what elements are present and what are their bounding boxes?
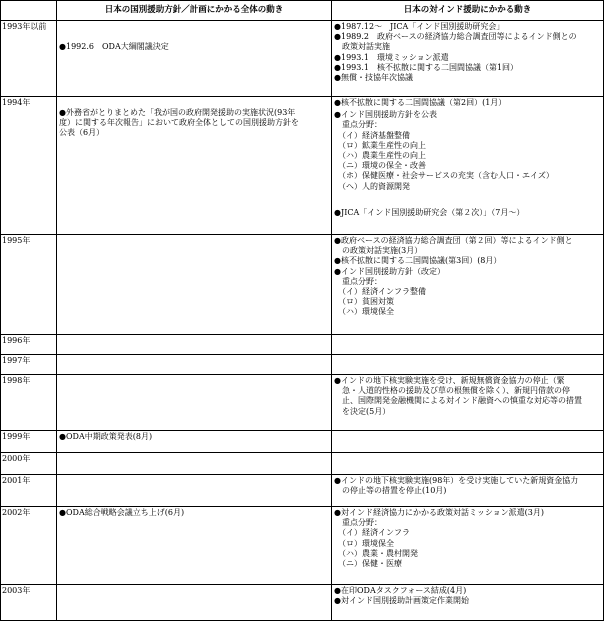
overall-line: ●ODA中期政策発表(8月) [59, 432, 153, 441]
india-line: （ホ）保健医療・社会サービスの充実（含む人口・エイズ） [334, 171, 554, 181]
year-cell: 1999年 [1, 431, 57, 453]
year-cell: 2002年 [1, 507, 57, 585]
india-cell [332, 21, 604, 97]
overall-cell [57, 375, 332, 431]
year-cell: 1993年以前 [1, 21, 57, 97]
india-line: ●無償・技協年次協議 [334, 73, 413, 83]
india-line: ●インド国別援助方針（改定） [334, 266, 445, 276]
india-cell [332, 453, 604, 475]
india-line: ●インド国別援助方針を公表 [334, 110, 437, 120]
india-cell [332, 507, 604, 585]
year-cell: 1998年 [1, 375, 57, 431]
overall-line: 公表（6月） [59, 128, 105, 138]
table-row [1, 507, 604, 585]
india-line: の政策対話実施(3月） [334, 246, 423, 256]
table-row [1, 475, 604, 507]
overall-cell [57, 431, 332, 453]
year-cell: 2003年 [1, 585, 57, 621]
table-row [1, 453, 604, 475]
india-cell [332, 235, 604, 335]
india-cell [332, 585, 604, 621]
overall-line: ●1992.6 ODA大綱閣議決定 [59, 42, 169, 51]
india-cell [332, 97, 604, 235]
india-line: ●インドの地下核実験実施を受け、新規無償資金協力の停止（緊 [334, 376, 565, 385]
header-year [1, 1, 57, 21]
india-line: ●1987.12～ JICA「インド国別援助研究会」 [334, 22, 505, 31]
india-line: （ヘ）人的資源開発 [334, 181, 410, 191]
india-line: ●1993.1 環境ミッション派遣 [334, 52, 449, 62]
india-line: ●在印ODAタスクフォース結成(4月) [334, 586, 467, 595]
india-line: （ロ）貧困対策 [334, 297, 394, 307]
india-cell [332, 475, 604, 507]
table-row [1, 335, 604, 355]
table-row [1, 431, 604, 453]
overall-cell [57, 97, 332, 235]
year-cell: 2000年 [1, 453, 57, 475]
india-line: 止、国際開発金融機関による対インド融資への慎重な対応等の措置 [334, 396, 582, 406]
overall-line: ●外務省がとりまとめた「我が国の政府開発援助の実施状況(93年 [59, 108, 296, 117]
year-cell: 1997年 [1, 355, 57, 375]
header-overall: 日本の国別援助方針／計画にかかる全体の動き [57, 1, 332, 21]
india-line: ●政府ベースの経済協力総合調査団（第２回）等によるインド側と [334, 236, 573, 245]
india-line: （イ）経済基盤整備 [334, 130, 410, 140]
overall-line: ●ODA総合戦略会議立ち上げ(6月) [59, 508, 185, 517]
table-row [1, 355, 604, 375]
india-line: ●核不拡散に関する二国間協議(第3回）(8月） [334, 256, 502, 266]
india-line: ●JICA「インド国別援助研究会（第２次）」（7月～） [334, 207, 525, 217]
india-line: （ハ）農業・農村開発 [334, 548, 418, 558]
table-row [1, 235, 604, 335]
india-line: （ロ）鉱業生産性の向上 [334, 140, 426, 150]
header-india: 日本の対インド援助にかかる動き [332, 1, 604, 21]
overall-cell [57, 235, 332, 335]
india-line: （ロ）環境保全 [334, 538, 394, 548]
year-cell: 1994年 [1, 97, 57, 235]
table-row [1, 375, 604, 431]
india-line: （イ）経済インフラ整備 [334, 287, 426, 297]
overall-cell [57, 585, 332, 621]
table-row [1, 585, 604, 621]
india-line: ●対インド経済協力にかかる政策対話ミッション派遣(3月) [334, 508, 544, 517]
overall-cell [57, 21, 332, 97]
table-row [1, 97, 604, 235]
year-cell: 2001年 [1, 475, 57, 507]
overall-cell [57, 453, 332, 475]
india-line: （ニ）保健・医療 [334, 559, 402, 569]
india-line: ●対インド国別援助計画策定作業開始 [334, 596, 469, 606]
overall-cell [57, 355, 332, 375]
overall-cell [57, 475, 332, 507]
india-line: 急・人道的性格の援助及び草の根無償を除く）、新規円借款の停 [334, 386, 570, 396]
india-line: ●1993.1 核不拡散に関する二国間協議（第1回） [334, 62, 519, 72]
overall-cell [57, 507, 332, 585]
india-cell [332, 431, 604, 453]
india-line: （ハ）環境保全 [334, 307, 394, 317]
india-cell [332, 355, 604, 375]
india-line: 重点分野： [334, 276, 382, 286]
india-line: （イ）経済インフラ [334, 528, 410, 538]
india-line: の停止等の措置を停止(10月) [334, 486, 447, 496]
header-row [1, 1, 604, 21]
india-line: （ハ）農業生産性の向上 [334, 151, 426, 161]
india-line: を決定(5月） [334, 406, 391, 416]
india-cell [332, 335, 604, 355]
overall-line: 度）に関する年次報告」において政府全体としての国別援助方針を [59, 118, 299, 128]
year-cell: 1995年 [1, 235, 57, 335]
india-line: 重点分野： [334, 518, 382, 528]
india-line: 重点分野： [334, 120, 382, 130]
india-line: （ニ）環境の保全・改善 [334, 161, 426, 171]
year-cell: 1996年 [1, 335, 57, 355]
overall-cell [57, 335, 332, 355]
india-cell [332, 375, 604, 431]
india-line: 政策対話実施 [334, 42, 390, 52]
table-row [1, 21, 604, 97]
india-line: ●1989.2 政府ベースの経済協力総合調査団等によるインド側との [334, 32, 577, 42]
india-line: ●インドの地下核実験実施(98年）を受け実施していた新規資金協力 [334, 476, 579, 485]
india-line: ●核不拡散に関する二国間協議（第2回）(1月） [334, 98, 507, 107]
